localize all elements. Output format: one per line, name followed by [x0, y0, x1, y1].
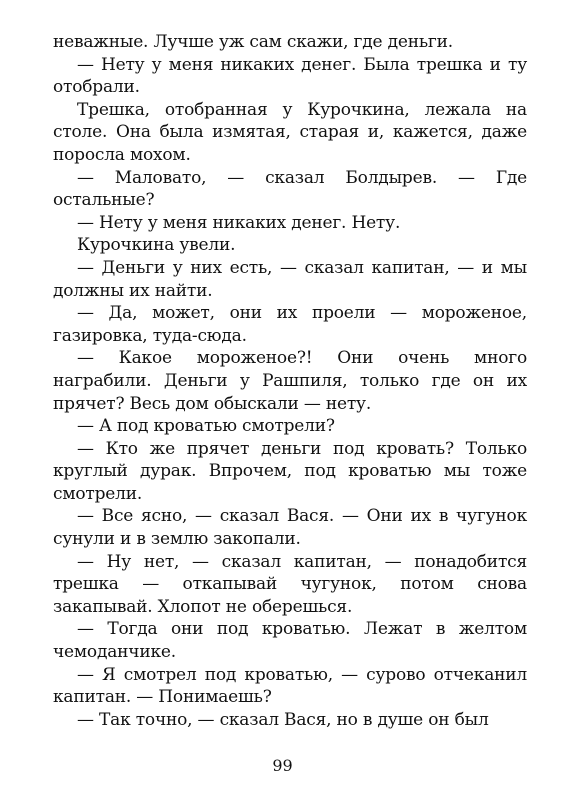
paragraph: — Да, может, они их проели — мороженое, газировка, туда-сюда.	[53, 303, 527, 346]
paragraph: Курочкина увели.	[77, 235, 236, 256]
paragraph: — А под кроватью смотрели?	[77, 416, 335, 437]
paragraph: — Нету у меня никаких денег. Была трешка и ту отобрали.	[53, 54, 527, 98]
paragraph: — Все ясно, — сказал Вася. — Они их в чугунок сунули и в землю закопали.	[53, 506, 527, 550]
paragraph: — Маловато, — сказал Болдырев. — Где остальные?	[53, 167, 527, 211]
paragraph: — Деньги у них есть, — сказал капитан, — и мы должны их найти.	[53, 257, 527, 301]
paragraph: — Тогда они под кроватью. Лежат в желтом чемоданчике.	[53, 619, 527, 663]
paragraph: — Я смотрел под кроватью, — сурово отчеканил капитан. — Понимаешь?	[53, 664, 527, 708]
page-text	[53, 31, 527, 731]
paragraph: — Кто же прячет деньги под кровать? Только круглый дурак. Впрочем, под кроватью мы тоже смотрели.	[53, 438, 527, 504]
paragraph: — Какое мороженое?! Они очень много награбили. Деньги у Рашпиля, только где он их прячет? Весь дом обыскали — нету.	[53, 348, 527, 414]
paragraph: — Нету у меня никаких денег. Нету.	[77, 212, 401, 233]
paragraph: Трешка, отобранная у Курочкина, лежала на столе. Она была измятая, старая и, кажется, даже поросла мохом.	[53, 99, 527, 165]
page-number: 99	[272, 756, 293, 775]
paragraph: — Так точно, — сказал Вася, но в душе он был	[77, 709, 489, 730]
paragraph: неважные. Лучше уж сам скажи, где деньги.	[53, 32, 453, 52]
paragraph: — Ну нет, — сказал капитан, — понадобится трешка — откапывай чугунок, потом снова закапывай. Хлопот не оберешься.	[53, 551, 527, 617]
